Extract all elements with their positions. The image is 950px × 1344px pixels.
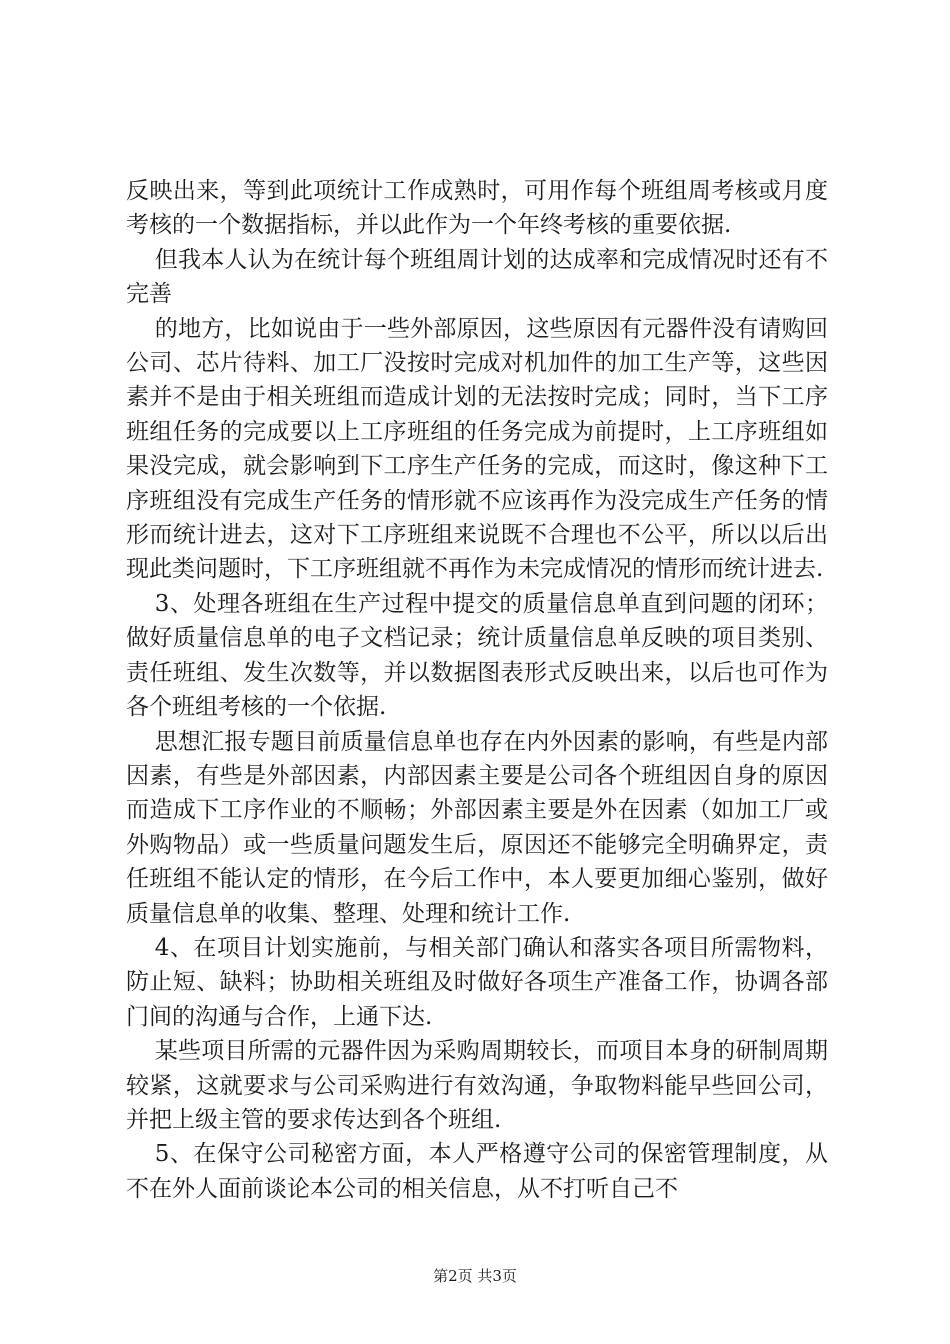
paragraph-item-5: 5、在保守公司秘密方面，本人严格遵守公司的保密管理制度，从不在外人面前谈论本公司的相关信息，从不打听自己不 (126, 1141, 828, 1202)
document-body (126, 174, 828, 1206)
paragraph-procurement: 某些项目所需的元器件因为采购周期较长，而项目本身的研制周期较紧，这就要求与公司采购进行有效沟通，争取物料能早些回公司，并把上级主管的要求传达到各个班组. (126, 1038, 828, 1133)
paragraph-item-4: 4、在项目计划实施前，与相关部门确认和落实各项目所需物料，防止短、缺料；协助相关班组及时做好各项生产准备工作，协调各部门间的沟通与合作，上通下达. (126, 934, 828, 1030)
paragraph-opinion: 但我本人认为在统计每个班组周计划的达成率和完成情况时还有不完善 (126, 246, 828, 308)
paragraph-opinion-detail: 的地方，比如说由于一些外部原因，这些原因有元器件没有请购回公司、芯片待料、加工厂没按时完成对机加件的加工生产等，这些因素并不是由于相关班组而造成计划的无法按时完成；同时，当下工序班组任务的完成要以上工序班组的任务完成为前提时，上工序班组如果没完成，就会影响到下工序生产任务的完成，而这时，像这种下工序班组没有完成生产任务的情形就不应该再作为没完成生产任务的情形而统计进去，这对下工序班组来说既不合理也不公平，所以以后出现此类问题时，下工序班组就不再作为未完成情况的情形而统计进去. (126, 315, 828, 583)
paragraph-continuation: 反映出来，等到此项统计工作成熟时，可用作每个班组周考核或月度考核的一个数据指标，并以此作为一个年终考核的重要依据. (126, 178, 828, 239)
paragraph-quality-info: 思想汇报专题目前质量信息单也存在内外因素的影响，有些是内部因素，有些是外部因素，内部因素主要是公司各个班组因自身的原因而造成下工序作业的不顺畅；外部因素主要是外在因素（如加工厂或外购物品）或一些质量问题发生后，原因还不能够完全明确界定，责任班组不能认定的情形，在今后工作中，本人要更加细心鉴别，做好质量信息单的收集、整理、处理和统计工作. (126, 728, 828, 927)
paragraph-item-3: 3、处理各班组在生产过程中提交的质量信息单直到问题的闭环；做好质量信息单的电子文档记录；统计质量信息单反映的项目类别、责任班组、发生次数等，并以数据图表形式反映出来，以后也可作为各个班组考核的一个依据. (126, 590, 828, 721)
page-number-footer: 第2页 共3页 (433, 1267, 517, 1285)
